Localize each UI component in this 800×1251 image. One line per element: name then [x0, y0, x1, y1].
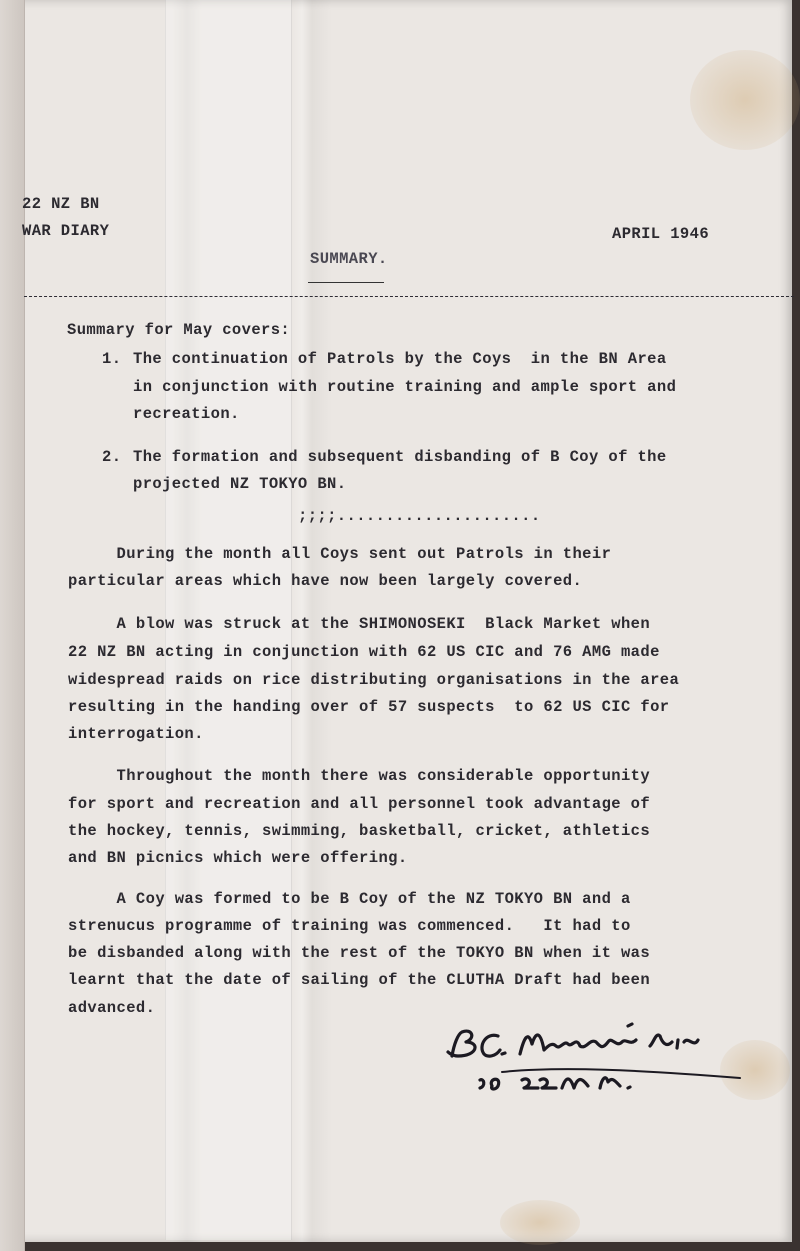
paragraph-line: the hockey, tennis, swimming, basketball, cricket, athletics — [68, 822, 651, 840]
paragraph-line: resulting in the handing over of 57 suspects to 62 US CIC for — [68, 698, 670, 716]
list-item-number: 2. — [102, 448, 122, 466]
paragraph-line: During the month all Coys sent out Patrols in their — [68, 545, 612, 563]
paragraph-line: and BN picnics which were offering. — [68, 849, 408, 867]
paragraph-line: strenucus programme of training was commenced. It had to — [68, 917, 631, 935]
paragraph-line: learnt that the date of sailing of the CLUTHA Draft had been — [68, 971, 651, 989]
list-item-number: 1. — [102, 350, 122, 368]
list-item-line: The continuation of Patrols by the Coys in the BN Area — [133, 350, 667, 368]
title-underline — [308, 282, 384, 283]
unit-label: 22 NZ BN — [22, 195, 100, 213]
paragraph-line: advanced. — [68, 999, 156, 1017]
header-rule — [24, 296, 794, 297]
separator-dots: ;;;;..................... — [298, 507, 541, 525]
age-stain — [690, 50, 800, 150]
doc-type-label: WAR DIARY — [22, 222, 110, 240]
list-item-line: The formation and subsequent disbanding of B Coy of the — [133, 448, 667, 466]
paragraph-line: Throughout the month there was considerable opportunity — [68, 767, 651, 785]
list-item-line: projected NZ TOKYO BN. — [133, 475, 347, 493]
age-stain — [500, 1200, 580, 1245]
page-title: SUMMARY. — [310, 250, 388, 268]
list-item-line: recreation. — [133, 405, 240, 423]
paragraph-line: 22 NZ BN acting in conjunction with 62 US CIC and 76 AMG made — [68, 643, 660, 661]
paragraph-line: particular areas which have now been largely covered. — [68, 572, 583, 590]
list-item-line: in conjunction with routine training and ample sport and — [133, 378, 677, 396]
handwritten-signature — [440, 1020, 760, 1100]
paragraph-line: interrogation. — [68, 725, 204, 743]
paper-edge-strip — [0, 0, 25, 1251]
paragraph-line: for sport and recreation and all personnel took advantage of — [68, 795, 651, 813]
paragraph-line: A Coy was formed to be B Coy of the NZ TOKYO BN and a — [68, 890, 631, 908]
doc-date: APRIL 1946 — [612, 225, 710, 243]
paragraph-line: A blow was struck at the SHIMONOSEKI Black Market when — [68, 615, 651, 633]
summary-intro: Summary for May covers: — [67, 321, 291, 339]
paragraph-line: widespread raids on rice distributing organisations in the area — [68, 671, 680, 689]
paragraph-line: be disbanded along with the rest of the TOKYO BN when it was — [68, 944, 651, 962]
